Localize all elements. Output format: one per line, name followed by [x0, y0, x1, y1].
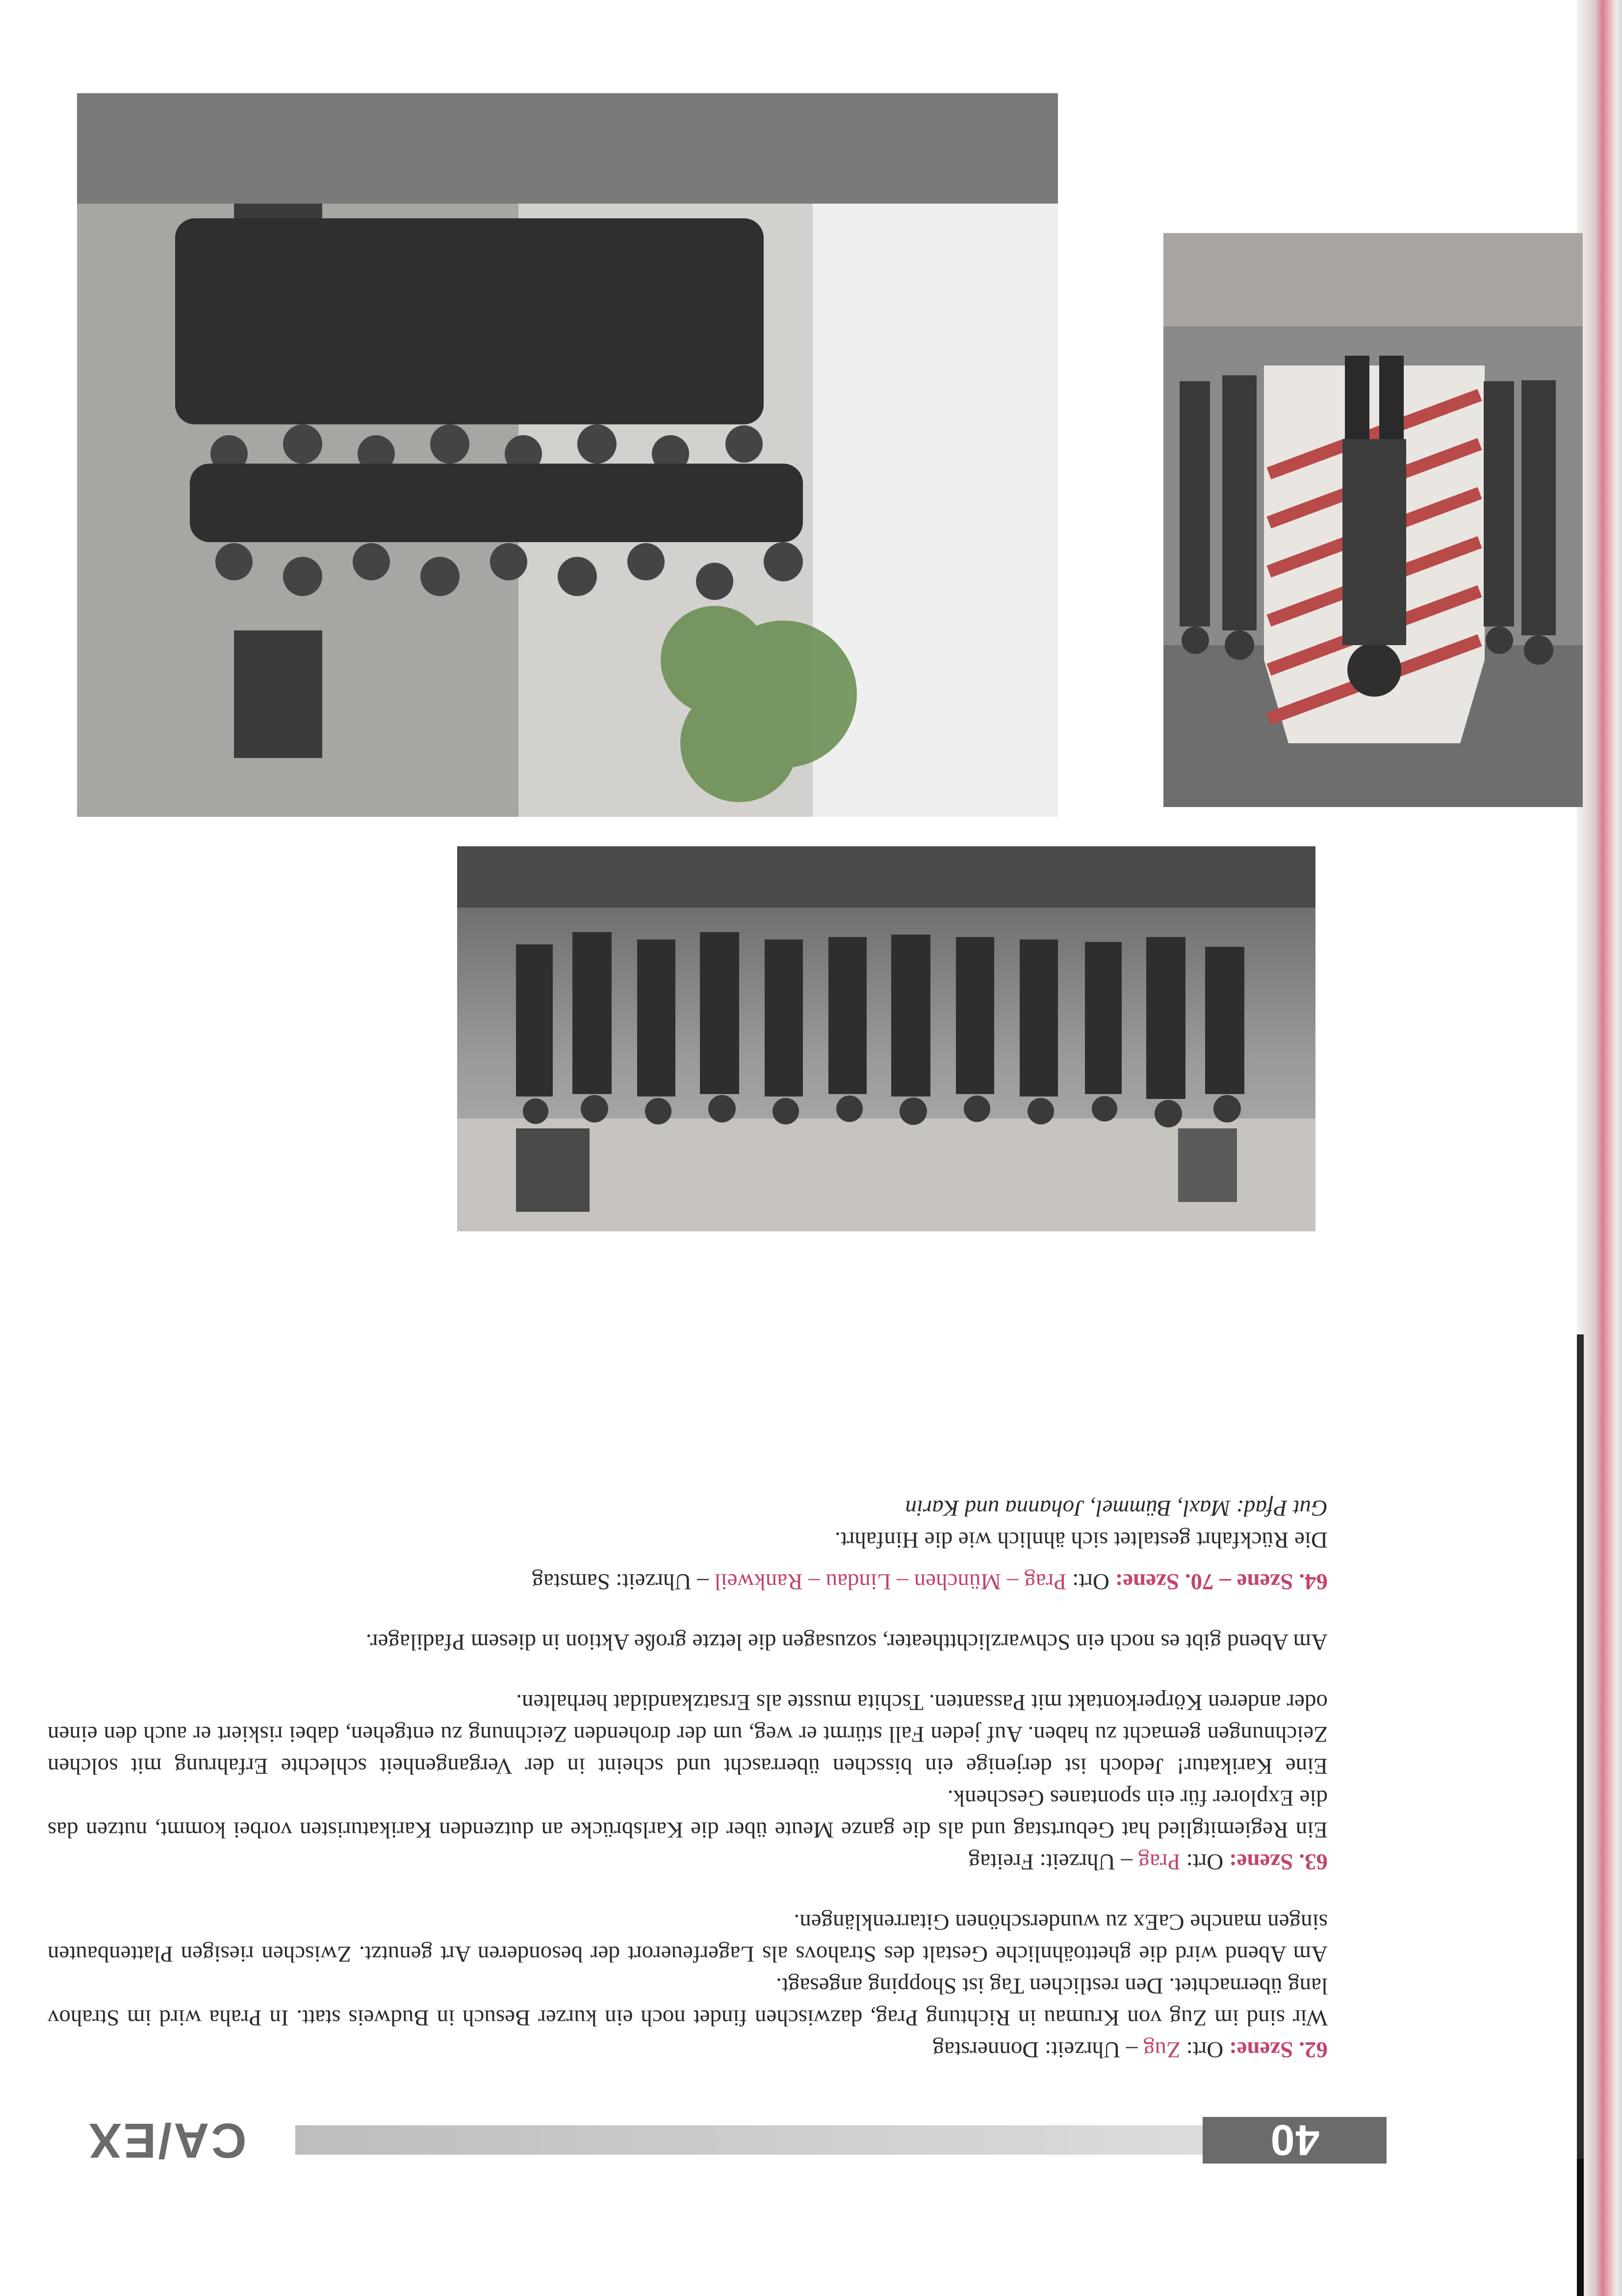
group-photo-street-image	[77, 93, 1058, 817]
scene-64-70	[48, 1524, 1328, 1597]
author-credit: Gut Pfad: Maxl, Bümmel, Johanna und Karin	[905, 1495, 1328, 1521]
section-title: CA/EX	[87, 2113, 247, 2168]
paragraph: Wir sind im Zug von Krumau in Richtung Prag, dazwischen findet noch ein kurzer Besuch in Budweis statt. In Praha wird im Strahov lang übernachtet. Den restlichen Tag ist Shopping angesagt.	[48, 1973, 1328, 2031]
scene-heading: 62. Szene: Ort: Zug – Uhrzeit: Donnerstag	[932, 2037, 1328, 2062]
group-photo-square-image	[457, 846, 1315, 1231]
header-bar	[295, 2125, 1203, 2155]
group-photo-street	[77, 93, 1058, 817]
paragraph: Ein Regiemitglied hat Geburtstag und als die ganze Meute über die Karlsbrücke an dutzenden Karikaturisten vorbei kommt, nutzen das die Explorer für ein spontanes Geschenk.	[48, 1785, 1328, 1843]
paragraph: Am Abend wird die ghettoähnliche Gestalt des Strahovs als Lagerfeuerort der besonderen Art genutzt. Zwischen riesigen Plattenbauten singen manche CaEx zu wunderschönen Gitarrenklängen.	[48, 1909, 1328, 1967]
page-header	[87, 2113, 1387, 2168]
paragraph: Eine Karikatur! Jedoch ist derjenige ein bisschen überrascht und scheint in der Vergangenheit schlechte Erfahrung mit solchen Zeichnungen gemacht zu haben. Auf jeden Fall stürmt er weg, um der drohenden Zeichnung zu entgehen, dabei riskiert er auch den einen oder anderen Körperkontakt mit Passanten. Tschita musste als Ersatzkandidat herhalten.	[48, 1690, 1328, 1779]
page-number: 40	[1203, 2117, 1387, 2164]
scene-63	[48, 1626, 1328, 1878]
scene-62	[48, 1906, 1328, 2065]
paragraph: Die Rückfahrt gestaltet sich ähnlich wie die Hinfahrt.	[835, 1527, 1328, 1553]
guard-photo-image	[1163, 233, 1583, 807]
article-body	[48, 1492, 1328, 2065]
paragraph: Am Abend gibt es noch ein Schwarzlichttheater, sozusagen die letzte große Aktion in diesem Pfadilager.	[365, 1629, 1328, 1655]
scene-heading: 64. Szene – 70. Szene: Ort: Prag – München – Lindau – Rankweil – Uhrzeit: Samstag	[532, 1569, 1328, 1594]
scene-heading: 63. Szene: Ort: Prag – Uhrzeit: Freitag	[968, 1849, 1328, 1875]
guard-photo	[1163, 233, 1583, 807]
group-photo-square	[457, 846, 1315, 1231]
